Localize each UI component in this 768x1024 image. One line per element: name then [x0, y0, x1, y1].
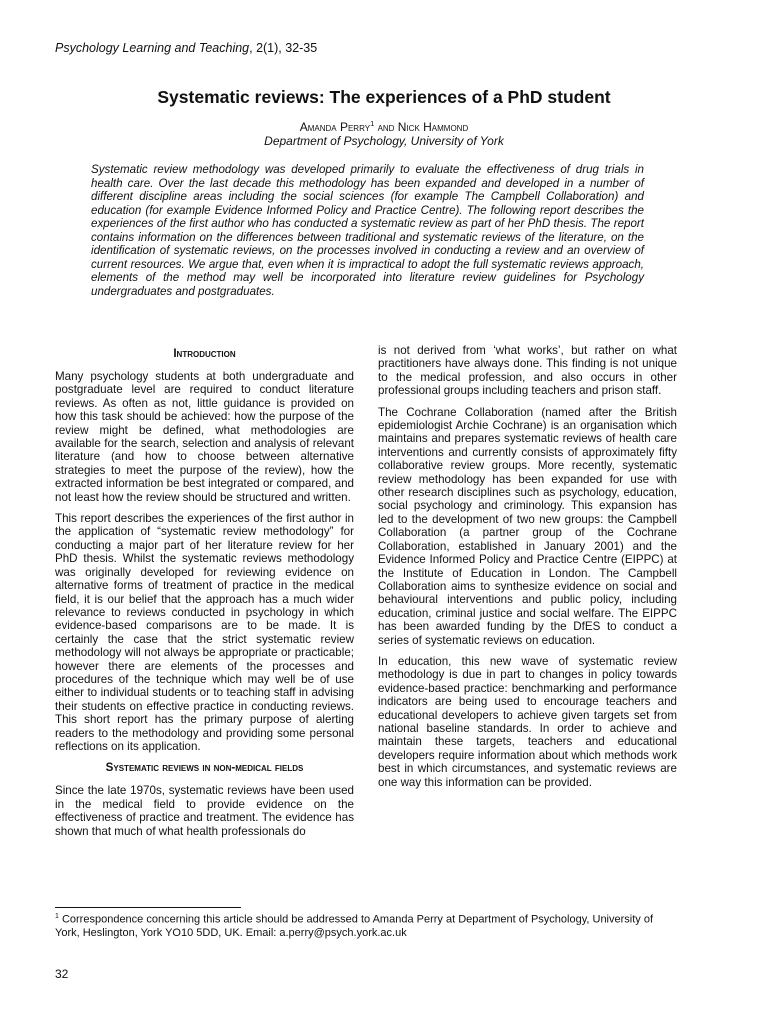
- abstract: Systematic review methodology was developed primarily to evaluate the effectiveness of drug trials in health care. Over the last decade this methodology has been expanded and developed in a number of different discipline areas including the social sciences (for example The Campbell Collaboration) and education (for example Evidence Informed Policy and Practice Centre). The following report describes the experiences of the first author who has conducted a systematic review as part of her PhD thesis. The report contains information on the differences between traditional and systematic reviews of the literature, on the identification of systematic reviews, on the processes involved in conducting a review and an overview of current resources. We argue that, even when it is impractical to adopt the full systematic reviews approach, elements of the method may well be incorporated into literature review guidelines for Psychology undergraduates and postgraduates.: [91, 163, 644, 298]
- section-heading-introduction: Introduction: [173, 347, 236, 360]
- left-column: [55, 345, 354, 846]
- author-connector: and: [374, 120, 398, 134]
- paragraph: is not derived from ‘what works’, but rather on what practitioners have always done. This finding is not unique to the medical profession, and also occurs in other professional groups including teachers and prison staff.: [378, 344, 677, 398]
- paragraph: Since the late 1970s, systematic reviews have been used in the medical field to provide evidence on the effectiveness of practice and treatment. The evidence has shown that much of what health professionals do: [55, 784, 354, 838]
- section-heading-non-medical: Systematic reviews in non-medical fields: [105, 761, 304, 775]
- paragraph: Many psychology students at both undergraduate and postgraduate level are required to conduct literature reviews. As often as not, little guidance is provided on how this task should be achieved: how the purpose of the review might be defined, what methodologies are available for the search, selection and analysis of relevant literature (and how to choose between alternative strategies to meet the purpose of the review), how the extracted information be best integrated or compared, and not least how the review should be structured and written.: [55, 370, 354, 504]
- journal-citation: [55, 41, 317, 55]
- right-column: [378, 344, 677, 797]
- footnote-text: Correspondence concerning this article should be addressed to Amanda Perry at Department of Psychology, University of York, Heslington, York YO10 5DD, UK. Email: a.perry@psych.york.ac.uk: [55, 913, 654, 940]
- author-name: Nick Hammond: [397, 120, 469, 134]
- paragraph: This report describes the experiences of the first author in the application of “systematic review methodology” for conducting a major part of her literature review for her PhD thesis. Whilst the systematic reviews methodology was originally developed for reviewing evidence on alternative forms of treatment of practice in the medical field, it is our belief that the approach has a much wider relevance to reviews conducted in psychology in which evidence-based comparisons are to be made. It is certainly the case that the strict systematic review methodology will not always be appropriate or practicable; however there are elements of the processes and procedures of the technique which may well be of use either to individual students or to teaching staff in advising their students on effective practice in conducting reviews. This short report has the primary purpose of alerting readers to the methodology and providing some personal reflections on its application.: [55, 512, 354, 753]
- footnote-divider: [55, 907, 241, 908]
- footnote-mark: 1: [55, 913, 59, 920]
- affiliation: Department of Psychology, University of York: [264, 134, 504, 148]
- author-line: [0, 119, 768, 134]
- journal-volume-pages: , 2(1), 32-35: [249, 41, 318, 55]
- paper-title: Systematic reviews: The experiences of a PhD student: [157, 87, 611, 107]
- author-footnote-mark: 1: [370, 119, 375, 128]
- author-name: Amanda Perry: [299, 120, 371, 134]
- page-number: 32: [55, 967, 69, 981]
- paragraph: In education, this new wave of systematic review methodology is due in part to changes in policy towards evidence-based practice: benchmarking and performance indicators are being used to encourage teachers and educational developers to achieve given targets set from national baseline standards. In order to achieve and maintain these targets, teachers and educational developers require information about which methods work best in which circumstances, and systematic reviews are one way this information can be provided.: [378, 654, 677, 789]
- journal-name: Psychology Learning and Teaching: [55, 41, 250, 55]
- footnote: [55, 910, 680, 941]
- paragraph: The Cochrane Collaboration (named after the British epidemiologist Archie Cochrane) is an organisation which maintains and prepares systematic reviews of health care interventions and currently consists of approximately fifty collaborative review groups. More recently, systematic review methodology has been expanded for use with other research disciplines such as psychology, education, social psychology and criminology. This expansion has led to the development of two new groups: the Campbell Collaboration (a partner group of the Cochrane Collaboration, established in January 2001) and the Evidence Informed Policy and Practice Centre (EIPPC) at the Institute of Education in London. The Campbell Collaboration aims to synthesize evidence on social and behavioural interventions and public policy, including education, criminal justice and social welfare. The EIPPC has been awarded funding by the DfES to conduct a series of systematic reviews on education.: [378, 405, 677, 647]
